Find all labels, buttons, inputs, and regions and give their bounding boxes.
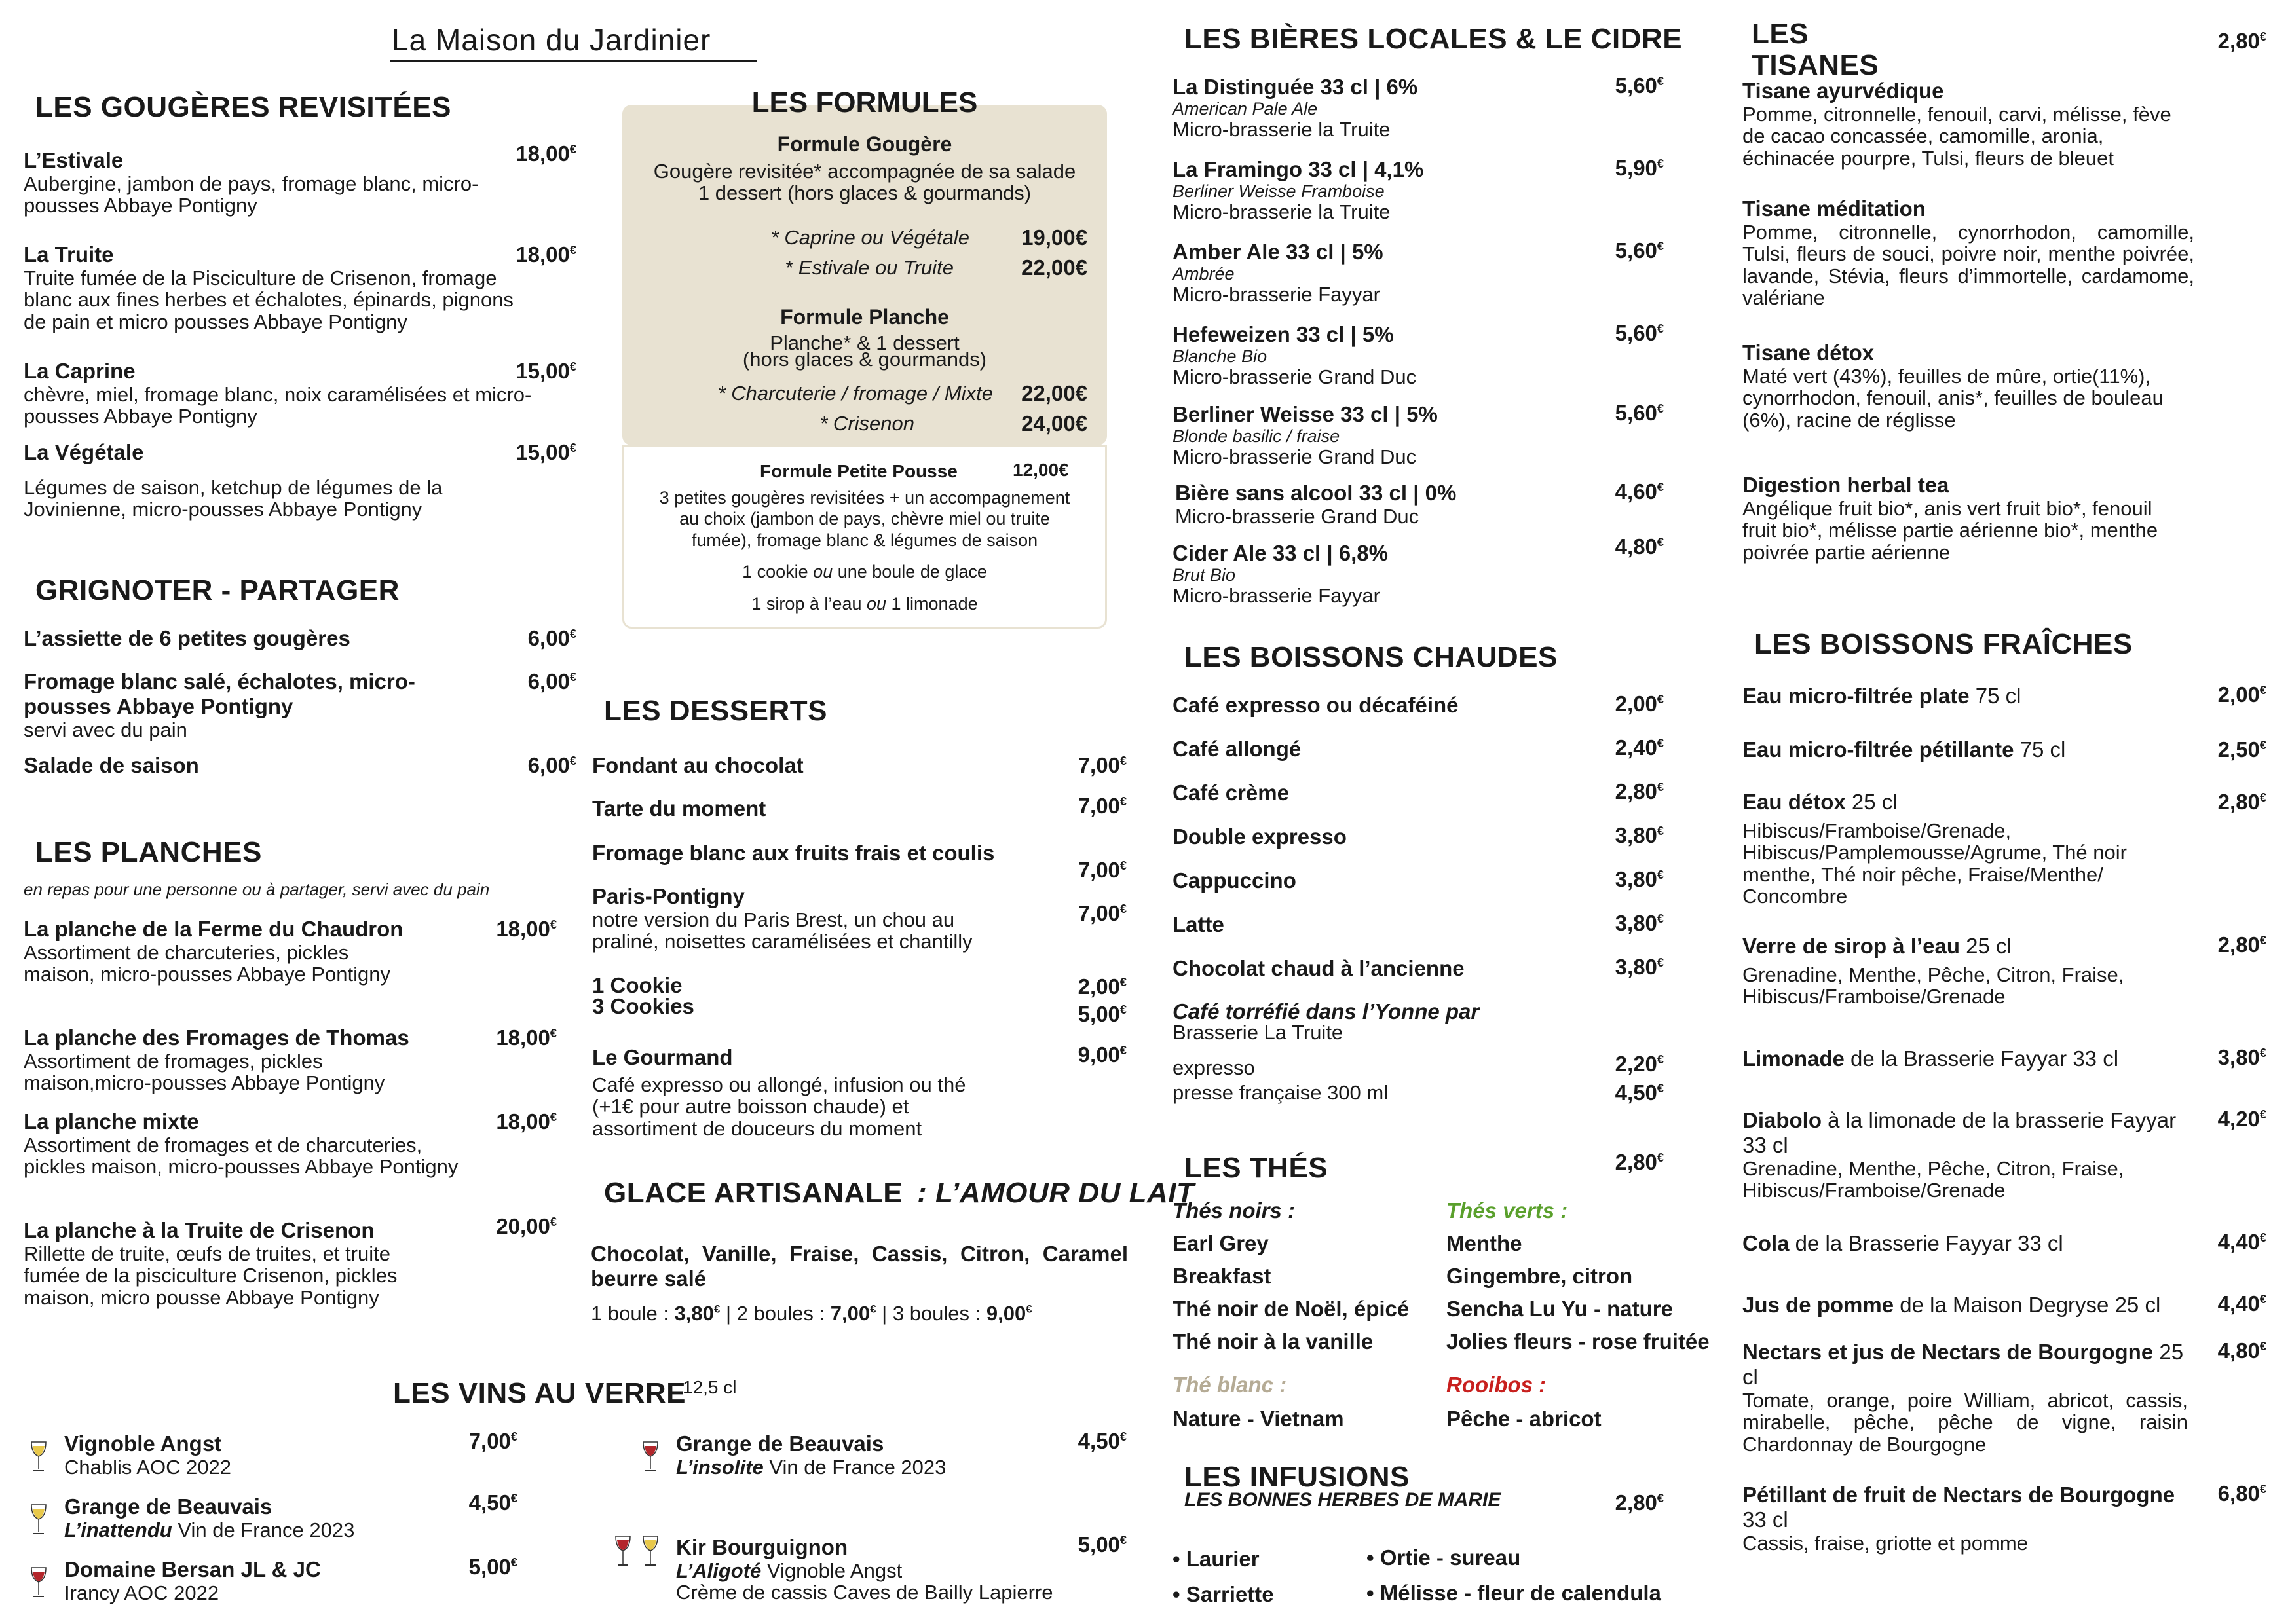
- wine-name: Kir Bourguignon: [676, 1535, 848, 1559]
- beer-item: [1175, 481, 1542, 527]
- infusions-price: 2,80€: [1615, 1490, 1664, 1515]
- cold-drink-price: 2,80€: [2217, 790, 2266, 814]
- cold-drink-desc: Hibiscus/Framboise/Grenade, Hibiscus/Pamplemousse/Agrume, Thé noir menthe, Thé noir pêche, Fraise/Menthe/ Concombre: [1742, 819, 2127, 908]
- dessert-item: [592, 884, 1038, 953]
- hot-drink-price: 3,80€: [1615, 867, 1664, 891]
- red-wine-glass-icon: [641, 1441, 660, 1473]
- dessert-name: Paris-Pontigny: [592, 884, 745, 908]
- tisanes-price: 2,80€: [2217, 29, 2266, 53]
- dessert-price: 2,00€: [1078, 974, 1127, 999]
- wine-name: Grange de Beauvais: [676, 1431, 884, 1456]
- torrefie-price: 4,50€: [1615, 1080, 1664, 1105]
- hot-drink-price: 2,00€: [1615, 692, 1664, 716]
- dessert-name: 1 Cookie: [592, 973, 683, 997]
- torrefie-price: 2,20€: [1615, 1052, 1664, 1076]
- formule-pousse-desc: [629, 487, 1100, 614]
- infusion-item: • Laurier: [1173, 1547, 1260, 1571]
- wine-desc: Irancy AOC 2022: [64, 1581, 219, 1604]
- formule-option-price: 22,00€: [1021, 255, 1087, 280]
- item-price: 18,00€: [496, 1025, 557, 1050]
- section-title-grignoter: GRIGNOTER - PARTAGER: [24, 575, 409, 606]
- cold-drink-item: [1742, 1108, 2188, 1202]
- formule-option: * Crisenon: [819, 412, 914, 435]
- item-desc: servi avec du pain: [24, 718, 187, 741]
- cold-drink-price: 2,00€: [2217, 682, 2266, 707]
- wine-desc: Chablis AOC 2022: [64, 1455, 232, 1479]
- item-desc: Assortiment de fromages et de charcuteries, pickles maison, micro-pousses Abbaye Pontigny: [24, 1133, 459, 1179]
- white-wine-glass-icon: [29, 1441, 48, 1473]
- item-name: Salade de saison: [24, 753, 199, 777]
- beer-price: 5,60€: [1615, 73, 1664, 98]
- wine-price: 4,50€: [1078, 1429, 1127, 1453]
- item-desc: Truite fumée de la Pisciculture de Crisenon, fromage blanc aux fines herbes et échalotes, épinards, pignons de pain et micro pousses Abbaye Pontigny: [24, 266, 514, 333]
- item-price: 6,00€: [527, 753, 576, 777]
- planche-item: [24, 1109, 482, 1178]
- hot-drink-price: 3,80€: [1615, 911, 1664, 935]
- formule-gougere-title: Formule Gougère: [777, 132, 952, 156]
- item-price: 6,00€: [527, 626, 576, 650]
- cold-drink-item: [1742, 934, 2188, 1008]
- the-item: Gingembre, citron: [1446, 1264, 1633, 1288]
- dessert-name: Le Gourmand: [592, 1045, 733, 1069]
- beer-price: 5,60€: [1615, 321, 1664, 345]
- dessert-item: [592, 1045, 1038, 1139]
- dessert-name: Fondant au chocolat: [592, 753, 804, 777]
- cold-drink-desc: Grenadine, Menthe, Pêche, Citron, Fraise, Hibiscus/Framboise/Grenade: [1742, 963, 2124, 1008]
- beer-item: [1173, 541, 1539, 607]
- cold-drink-item: [1742, 1483, 2188, 1554]
- wine-item: [64, 1494, 431, 1541]
- cold-drink-price: 2,50€: [2217, 737, 2266, 762]
- tisane-desc: Pomme, citronnelle, cynorrhodon, camomille, Tulsi, fleurs de souci, poivre noir, menthe poivrée, lavande, Stévia, fleurs d’immortelle, cardamome, valériane: [1742, 220, 2194, 310]
- wine-desc: L’Aligoté Vignoble Angst: [676, 1559, 903, 1582]
- wine-item: [676, 1431, 1043, 1478]
- item-desc: Assortiment de charcuteries, pickles maison, micro-pousses Abbaye Pontigny: [24, 940, 391, 986]
- the-item: Breakfast: [1173, 1264, 1271, 1288]
- beer-maker: Micro-brasserie Grand Duc: [1173, 445, 1417, 469]
- item-desc: Aubergine, jambon de pays, fromage blanc, micro-pousses Abbaye Pontigny: [24, 172, 479, 217]
- formule-pousse-price: 12,00€: [1013, 460, 1069, 480]
- cold-drink-name: Nectars et jus de Nectars de Bourgogne 25 cl: [1742, 1340, 2184, 1389]
- white-wine-glass-icon: [29, 1504, 48, 1536]
- section-title-planches: LES PLANCHES: [24, 837, 271, 868]
- dessert-name: Fromage blanc aux fruits frais et coulis: [592, 841, 995, 865]
- beer-name: Amber Ale 33 cl | 5%: [1173, 240, 1383, 264]
- tisane-desc: Maté vert (43%), feuilles de mûre, ortie(11%), cynorrhodon, fenouil, anis*, feuilles de bouleau (6%), racine de réglisse: [1742, 364, 2164, 432]
- the-item: Thé noir de Noël, épicé: [1173, 1297, 1410, 1321]
- dessert-desc: Café expresso ou allongé, infusion ou thé (+1€ pour autre boisson chaude) et assortiment de douceurs du moment: [592, 1073, 966, 1140]
- tisane-name: Tisane méditation: [1742, 196, 1926, 221]
- beer-style: Ambrée: [1173, 263, 1235, 284]
- formule-planche-title: Formule Planche: [780, 305, 949, 329]
- formule-option: * Caprine ou Végétale: [770, 226, 969, 249]
- tisane-item: [1742, 341, 2201, 431]
- white-wine-glass-icon: [641, 1535, 660, 1568]
- tisane-item: [1742, 79, 2201, 169]
- infusion-item: • Sarriette: [1173, 1582, 1274, 1606]
- item-name: Fromage blanc salé, échalotes, micro-pousses Abbaye Pontigny: [24, 669, 415, 718]
- item-name: L’Estivale: [24, 148, 124, 172]
- dessert-price: 7,00€: [1078, 794, 1127, 818]
- section-title-thes: LES THÉS: [1173, 1153, 1337, 1184]
- beer-maker: Micro-brasserie la Truite: [1173, 118, 1391, 141]
- beer-name: Hefeweizen 33 cl | 5%: [1173, 322, 1394, 346]
- section-title-vins: LES VINS AU VERRE: [381, 1378, 695, 1409]
- the-item: Thé noir à la vanille: [1173, 1329, 1374, 1354]
- planches-subtitle: en repas pour une personne ou à partager, servi avec du pain: [24, 879, 490, 899]
- pousse-line: fumée), fromage blanc & légumes de saison: [691, 530, 1038, 550]
- torrefie-title: Café torréfié dans l’Yonne par: [1173, 999, 1480, 1024]
- dessert-price: 7,00€: [1078, 858, 1127, 882]
- beer-price: 4,80€: [1615, 534, 1664, 559]
- dessert-name: Tarte du moment: [592, 796, 766, 821]
- item-name: La planche des Fromages de Thomas: [24, 1025, 409, 1050]
- cold-drink-price: 2,80€: [2217, 932, 2266, 957]
- cold-drink-item: [1742, 1046, 2188, 1071]
- restaurant-name: La Maison du Jardinier: [392, 23, 711, 57]
- cold-drink-price: 4,20€: [2217, 1107, 2266, 1131]
- torrefie-option: expresso: [1173, 1056, 1255, 1079]
- item-name: L’assiette de 6 petites gougères: [24, 626, 350, 650]
- torrefie-option: presse française 300 ml: [1173, 1081, 1389, 1104]
- item-name: La Truite: [24, 242, 114, 267]
- pousse-line: 1 sirop à l’eau ou 1 limonade: [751, 593, 978, 614]
- red-wine-glass-icon: [29, 1566, 48, 1599]
- glace-flavours: Chocolat, Vanille, Fraise, Cassis, Citron, Caramel beurre salé: [591, 1242, 1128, 1291]
- beer-price: 5,90€: [1615, 156, 1664, 180]
- item-name: La planche à la Truite de Crisenon: [24, 1218, 375, 1242]
- the-item: Menthe: [1446, 1231, 1522, 1255]
- tisane-name: Tisane ayurvédique: [1742, 79, 1944, 103]
- cold-drink-name: Verre de sirop à l’eau 25 cl: [1742, 934, 2012, 958]
- hot-drink-name: Cappuccino: [1173, 868, 1296, 893]
- planche-item: [24, 1025, 482, 1094]
- dessert-price: 7,00€: [1078, 753, 1127, 777]
- cold-drink-name: Diabolo à la limonade de la brasserie Fayyar 33 cl: [1742, 1108, 2177, 1157]
- beer-price: 5,60€: [1615, 401, 1664, 425]
- dessert-price: 7,00€: [1078, 901, 1127, 925]
- glace-prices: 1 boule : 3,80€ | 2 boules : 7,00€ | 3 boules : 9,00€: [591, 1302, 1032, 1325]
- wine-desc2: Crème de cassis Caves de Bailly Lapierre: [676, 1581, 1053, 1604]
- formule-gougere: [622, 132, 1107, 204]
- formule-gougere-line2: 1 dessert (hors glaces & gourmands): [698, 181, 1032, 205]
- hot-drink-price: 3,80€: [1615, 823, 1664, 847]
- cold-drink-price: 4,40€: [2217, 1230, 2266, 1254]
- hot-drink-name: Chocolat chaud à l’ancienne: [1173, 956, 1465, 980]
- hot-drink-name: Café allongé: [1173, 737, 1302, 761]
- formule-planche-line1: Planche* & 1 dessert: [770, 331, 960, 354]
- item-desc: Légumes de saison, ketchup de légumes de la Jovinienne, micro-pousses Abbaye Pontigny: [24, 475, 443, 521]
- formule-option-price: 24,00€: [1021, 411, 1087, 435]
- cold-drink-item: [1742, 684, 2188, 709]
- wine-name: Vignoble Angst: [64, 1431, 222, 1456]
- wine-desc: L’insolite Vin de France 2023: [676, 1455, 947, 1479]
- formule-option-price: 22,00€: [1021, 381, 1087, 405]
- wine-desc: L’inattendu Vin de France 2023: [64, 1518, 355, 1541]
- thes-price: 2,80€: [1615, 1150, 1664, 1174]
- section-title-desserts: LES DESSERTS: [592, 695, 836, 727]
- the-blanc-title: Thé blanc :: [1173, 1373, 1287, 1397]
- section-title-glace: GLACE ARTISANALE : L’AMOUR DU LAIT: [592, 1177, 1203, 1209]
- wine-name: Domaine Bersan JL & JC: [64, 1557, 321, 1581]
- item-price: 6,00€: [527, 669, 576, 693]
- pousse-line: 3 petites gougères revisitées + un accompagnement: [659, 488, 1070, 507]
- formule-gougere-line1: Gougère revisitée* accompagnée de sa salade: [653, 159, 1076, 183]
- item-name: La planche de la Ferme du Chaudron: [24, 917, 404, 941]
- beer-name: Cider Ale 33 cl | 6,8%: [1173, 541, 1389, 565]
- hot-drink-name: Latte: [1173, 912, 1224, 936]
- beer-maker: Micro-brasserie Fayyar: [1173, 283, 1380, 306]
- beer-style: Blanche Bio: [1173, 346, 1267, 366]
- infusions-subtitle: LES BONNES HERBES DE MARIE: [1184, 1489, 1501, 1511]
- dessert-name: 3 Cookies: [592, 994, 694, 1018]
- wine-price: 7,00€: [468, 1429, 517, 1453]
- cold-drink-name: Eau micro-filtrée pétillante 75 cl: [1742, 737, 2066, 762]
- hot-drink-name: Double expresso: [1173, 824, 1347, 849]
- cold-drink-name: Pétillant de fruit de Nectars de Bourgogne 33 cl: [1742, 1483, 2175, 1532]
- planche-item: [24, 1218, 482, 1308]
- section-title-chaudes: LES BOISSONS CHAUDES: [1173, 642, 1567, 673]
- section-title-infusions: LES INFUSIONS: [1173, 1462, 1552, 1493]
- section-title-formules: LES FORMULES: [751, 86, 978, 119]
- item-name: La planche mixte: [24, 1109, 199, 1134]
- hot-drink-name: Café expresso ou décaféiné: [1173, 693, 1459, 717]
- title-underline: [390, 60, 757, 62]
- item-desc: Rillette de truite, œufs de truites, et truite fumée de la pisciculture Crisenon, pickles maison, micro pousse Abbaye Pontigny: [24, 1242, 398, 1309]
- formule-option: * Charcuterie / fromage / Mixte: [717, 382, 993, 405]
- the-verts-title: Thés verts :: [1446, 1198, 1568, 1223]
- tisane-desc: Angélique fruit bio*, anis vert fruit bio*, fenouil fruit bio*, mélisse partie aérienne bio*, menthe poivrée partie aérienne: [1742, 496, 2158, 564]
- grignoter-item: [24, 669, 417, 741]
- item-price: 15,00€: [516, 359, 576, 383]
- wine-name: Grange de Beauvais: [64, 1494, 272, 1519]
- tisane-name: Digestion herbal tea: [1742, 473, 1949, 497]
- the-item: Earl Grey: [1173, 1231, 1269, 1255]
- wine-item: [64, 1557, 431, 1604]
- beer-maker: Micro-brasserie Grand Duc: [1175, 504, 1419, 528]
- beer-style: American Pale Ale: [1173, 98, 1318, 119]
- formule-planche: [622, 305, 1107, 371]
- tisane-item: [1742, 196, 2201, 309]
- cold-drink-item: [1742, 1293, 2188, 1318]
- hot-drink-price: 2,80€: [1615, 779, 1664, 803]
- cold-drink-item: [1742, 1340, 2188, 1455]
- gougere-item: [24, 359, 541, 428]
- wine-item: [64, 1431, 431, 1478]
- cold-drink-name: Eau détox 25 cl: [1742, 790, 1898, 814]
- formule-option: * Estivale ou Truite: [785, 256, 954, 279]
- cold-drink-item: [1742, 790, 2188, 908]
- hot-drink-name: Café crème: [1173, 781, 1289, 805]
- grignoter-item: [24, 626, 482, 651]
- hot-drink-price: 2,40€: [1615, 735, 1664, 760]
- vins-volume: 12,5 cl: [683, 1377, 737, 1397]
- the-item: Sencha Lu Yu - nature: [1446, 1297, 1673, 1321]
- the-item: Nature - Vietnam: [1173, 1407, 1344, 1431]
- beer-style: Blonde basilic / fraise: [1173, 426, 1340, 446]
- section-title-fraiches: LES BOISSONS FRAÎCHES: [1742, 629, 2155, 660]
- cold-drink-item: [1742, 1231, 2188, 1256]
- formule-pousse-title: Formule Petite Pousse: [760, 461, 958, 481]
- cold-drink-price: 6,80€: [2217, 1481, 2266, 1505]
- the-noirs-title: Thés noirs :: [1173, 1198, 1296, 1223]
- infusion-item: • Ortie - sureau: [1366, 1545, 1521, 1570]
- item-price: 18,00€: [516, 141, 576, 166]
- tisane-desc: Pomme, citronnelle, fenouil, carvi, mélisse, fève de cacao concassée, camomille, aronia, échinacée pourpre, Tulsi, fleurs de bleuet: [1742, 102, 2171, 170]
- beer-style: Berliner Weisse Framboise: [1173, 181, 1385, 201]
- item-price: 18,00€: [496, 1109, 557, 1134]
- grignoter-item: [24, 753, 482, 778]
- item-price: 18,00€: [496, 917, 557, 941]
- cold-drink-name: Jus de pomme de la Maison Degryse 25 cl: [1742, 1293, 2161, 1317]
- wine-price: 5,00€: [1078, 1532, 1127, 1557]
- beer-price: 5,60€: [1615, 238, 1664, 263]
- gougere-item: [24, 242, 541, 333]
- beer-name: Berliner Weisse 33 cl | 5%: [1173, 402, 1438, 426]
- cold-drink-name: Cola de la Brasserie Fayyar 33 cl: [1742, 1231, 2063, 1255]
- wine-price: 5,00€: [468, 1555, 517, 1579]
- beer-name: Bière sans alcool 33 cl | 0%: [1175, 481, 1457, 505]
- dessert-price: 5,00€: [1078, 1002, 1127, 1026]
- gougere-item: [24, 148, 521, 217]
- beer-maker: Micro-brasserie Fayyar: [1173, 584, 1380, 608]
- cold-drink-desc: Cassis, fraise, griotte et pomme: [1742, 1531, 2028, 1555]
- item-desc: Assortiment de fromages, pickles maison,micro-pousses Abbaye Pontigny: [24, 1049, 385, 1095]
- dessert-price: 9,00€: [1078, 1043, 1127, 1067]
- item-price: 15,00€: [516, 440, 576, 464]
- gougere-item: [24, 440, 541, 521]
- beer-maker: Micro-brasserie la Truite: [1173, 200, 1391, 224]
- pousse-line: 1 cookie ou une boule de glace: [742, 562, 987, 582]
- section-title-bieres: LES BIÈRES LOCALES & LE CIDRE: [1173, 24, 1691, 55]
- cold-drink-price: 4,80€: [2217, 1338, 2266, 1363]
- formule-option-price: 19,00€: [1021, 225, 1087, 249]
- cold-drink-price: 3,80€: [2217, 1045, 2266, 1069]
- beer-maker: Micro-brasserie Grand Duc: [1173, 365, 1417, 389]
- hot-drink-price: 3,80€: [1615, 955, 1664, 979]
- item-name: La Végétale: [24, 440, 144, 464]
- red-wine-glass-icon: [613, 1535, 633, 1568]
- wine-price: 4,50€: [468, 1490, 517, 1515]
- dessert-desc: notre version du Paris Brest, un chou au praliné, noisettes caramélisées et chantilly: [592, 908, 973, 953]
- infusion-item: • Mélisse - fleur de calendula: [1366, 1581, 1661, 1605]
- tisane-item: [1742, 473, 2201, 563]
- beer-item: [1173, 157, 1539, 223]
- beer-price: 4,60€: [1615, 479, 1664, 504]
- cold-drink-name: Limonade de la Brasserie Fayyar 33 cl: [1742, 1046, 2119, 1071]
- the-rooibos-title: Rooibos :: [1446, 1373, 1547, 1397]
- pousse-line: au choix (jambon de pays, chèvre miel ou truite: [679, 509, 1050, 529]
- beer-style: Brut Bio: [1173, 564, 1236, 585]
- item-desc: chèvre, miel, fromage blanc, noix caramélisées et micro-pousses Abbaye Pontigny: [24, 382, 532, 428]
- beer-item: [1173, 402, 1539, 468]
- cold-drink-price: 4,40€: [2217, 1291, 2266, 1316]
- beer-item: [1173, 322, 1539, 388]
- formule-planche-line2: (hors glaces & gourmands): [742, 348, 987, 371]
- planche-item: [24, 917, 482, 986]
- cold-drink-name: Eau micro-filtrée plate 75 cl: [1742, 684, 2021, 708]
- beer-name: La Distinguée 33 cl | 6%: [1173, 75, 1418, 99]
- the-item: Pêche - abricot: [1446, 1407, 1602, 1431]
- item-price: 18,00€: [516, 242, 576, 267]
- tisane-name: Tisane détox: [1742, 341, 1875, 365]
- beer-name: La Framingo 33 cl | 4,1%: [1173, 157, 1424, 181]
- torrefie-maker: Brasserie La Truite: [1173, 1021, 1343, 1044]
- the-item: Jolies fleurs - rose fruitée: [1446, 1329, 1710, 1354]
- cold-drink-item: [1742, 737, 2188, 762]
- beer-item: [1173, 75, 1539, 141]
- cold-drink-desc: Tomate, orange, poire William, abricot, cassis, mirabelle, pêche, pêche de vigne, raisin Chardonnay de Bourgogne: [1742, 1388, 2188, 1456]
- section-title-gougeres: LES GOUGÈRES REVISITÉES: [24, 92, 460, 123]
- section-title-tisanes: LES TISANES: [1740, 18, 1949, 82]
- cold-drink-desc: Grenadine, Menthe, Pêche, Citron, Fraise, Hibiscus/Framboise/Grenade: [1742, 1156, 2124, 1202]
- item-price: 20,00€: [496, 1214, 557, 1238]
- item-name: La Caprine: [24, 359, 136, 383]
- beer-item: [1173, 240, 1539, 306]
